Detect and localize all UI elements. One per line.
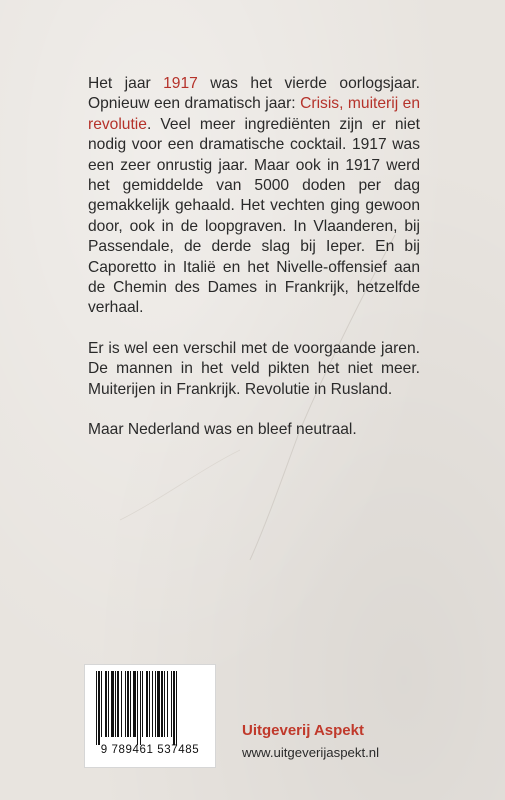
blurb-text: was het vierde oorlogsjaar. Opnieuw een dramatisch jaar: <box>88 75 421 113</box>
blurb-text: Het jaar <box>88 75 164 92</box>
barcode-icon <box>94 671 206 745</box>
publisher-name: Uitgeverij Aspekt <box>242 722 364 739</box>
isbn-barcode <box>84 664 216 768</box>
isbn-number: 9 789461 537485 <box>100 744 200 756</box>
highlight-theme: Crisis, muiterij en revolutie <box>88 95 420 133</box>
publisher-website: www.uitgeverijaspekt.nl <box>242 745 380 760</box>
back-cover-blurb <box>88 74 420 461</box>
blurb-paragraph-2: Er is wel een verschil met de voorgaande jaren. De mannen in het veld pikten het niet meer. Muiterijen in Frankrijk. Revolutie in Rusland. <box>88 339 420 398</box>
blurb-paragraph-3: Maar Nederland was en bleef neutraal. <box>88 421 357 439</box>
highlight-year: 1917 <box>163 75 198 92</box>
blurb-paragraph-1 <box>88 74 420 319</box>
blurb-text: . Veel meer ingrediënten zijn er niet nodig voor een dramatische cocktail. 1917 was een zeer onrustig jaar. Maar ook in 1917 werd het gemiddelde van 5000 doden per dag gemakkelijk gehaald. Het vechten ging gewoon door, ook in de loopgraven. In Vlaanderen, bij Passendale, de derde slag bij Ieper. En bij Caporetto in Italië en het Nivelle-offensief aan de Chemin des Dames in Frankrijk, hetzelfde verhaal. <box>88 115 420 317</box>
